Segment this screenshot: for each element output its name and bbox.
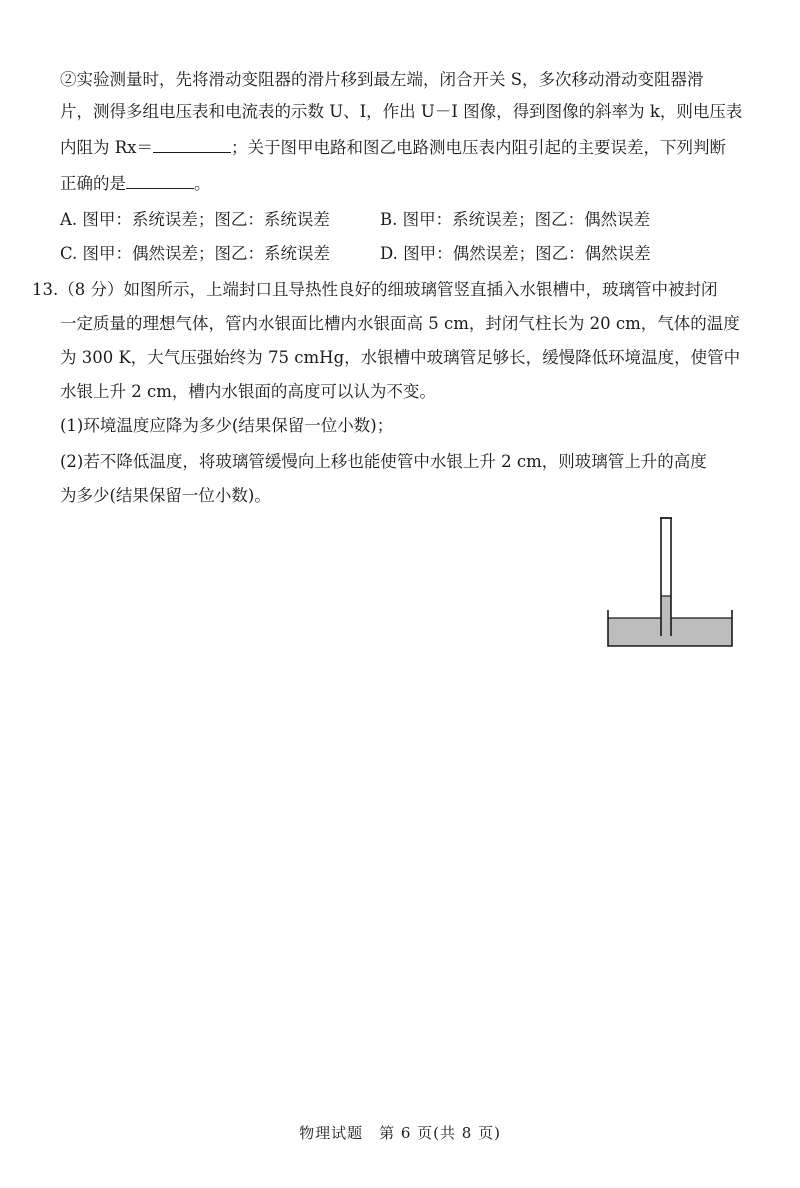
tube-trough-figure	[600, 510, 740, 655]
q13-sub2-line1: (2)若不降低温度，将玻璃管缓慢向上移也能使管中水银上升 2 cm，则玻璃管上升的高度	[60, 452, 707, 471]
q12-part2-line2: 片，测得多组电压表和电流表的示数 U、I，作出 U－I 图像，得到图像的斜率为 k，则电压表	[60, 102, 743, 121]
q12-part2-line4	[60, 172, 742, 196]
option-b: B. 图甲：系统误差；图乙：偶然误差	[380, 210, 651, 229]
option-a: A. 图甲：系统误差；图乙：系统误差	[60, 210, 330, 229]
q13-line4: 水银上升 2 cm，槽内水银面的高度可以认为不变。	[60, 382, 436, 401]
q13-line1: 13.（8 分）如图所示，上端封口且导热性良好的细玻璃管竖直插入水银槽中，玻璃管中被封闭	[32, 280, 718, 299]
q13-line2: 一定质量的理想气体，管内水银面比槽内水银面高 5 cm，封闭气柱长为 20 cm，气体的温度	[60, 314, 740, 333]
q13-line3: 为 300 K，大气压强始终为 75 cmHg，水银槽中玻璃管足够长，缓慢降低环境温度，使管中	[60, 348, 741, 367]
page-footer: 物理试题 第 6 页(共 8 页)	[299, 1124, 501, 1142]
judge-answer-blank[interactable]	[126, 172, 194, 189]
q12-part2-line3	[60, 136, 742, 160]
option-c: C. 图甲：偶然误差；图乙：系统误差	[60, 244, 331, 263]
q13-sub1: (1)环境温度应降为多少(结果保留一位小数)；	[60, 416, 394, 435]
judge-suffix: 。	[194, 174, 211, 193]
option-d: D. 图甲：偶然误差；图乙：偶然误差	[380, 244, 651, 263]
q12-part2-line1: ②实验测量时，先将滑动变阻器的滑片移到最左端，闭合开关 S，多次移动滑动变阻器滑	[60, 70, 704, 89]
judge-prefix: 正确的是	[60, 174, 126, 193]
rx-answer-blank[interactable]	[153, 136, 231, 153]
line3-suffix: ；关于图甲电路和图乙电路测电压表内阻引起的主要误差，下列判断	[230, 138, 726, 157]
q13-sub2-line2: 为多少(结果保留一位小数)。	[60, 486, 271, 505]
tube-mercury-column	[661, 596, 671, 636]
rx-prefix: 内阻为 Rx＝	[60, 138, 153, 157]
